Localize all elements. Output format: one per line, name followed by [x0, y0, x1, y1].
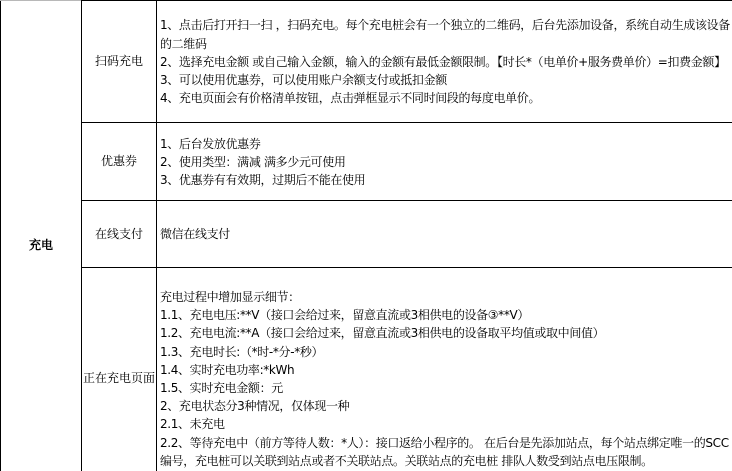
category-cell[interactable] — [1, 1, 82, 471]
description-line: 2、选择充电金额 或自己输入金额，输入的金额有最低金额限制。【时长*（电单价+服务费单价）=扣费金额】 — [160, 54, 726, 69]
description-text — [157, 225, 732, 243]
feature-label: 正在充电页面 — [82, 371, 155, 386]
feature-label: 在线支付 — [94, 226, 143, 241]
description-cell[interactable] — [157, 268, 732, 471]
description-line: 3、优惠券有有效期，过期后不能在使用 — [160, 173, 366, 188]
description-line: 1.5、实时充电金额：元 — [160, 381, 283, 395]
description-line: 1、点击后打开扫一扫 ，扫码充电。每个充电桩会有一个独立的二维码，后台先添加设备，系统自动生成该设备的二维码 — [160, 18, 730, 51]
feature-cell[interactable] — [82, 1, 157, 123]
description-line: 1.1、充电电压:**V（接口会给过来，留意直流或3相供电的设备③**V） — [160, 308, 529, 323]
description-cell[interactable] — [157, 123, 732, 201]
description-text — [157, 288, 732, 470]
description-line: 充电过程中增加显示细节： — [160, 289, 300, 304]
table-row — [1, 1, 732, 123]
table-row — [1, 123, 732, 201]
description-line: 2.1、未充电 — [160, 417, 225, 432]
feature-cell[interactable] — [82, 123, 157, 201]
description-text — [157, 16, 732, 107]
description-line: 1.3、充电时长:（*时-*分-*秒） — [160, 344, 324, 359]
table-row — [1, 268, 732, 471]
feature-cell[interactable] — [82, 201, 157, 268]
feature-cell[interactable] — [82, 268, 157, 471]
description-line: 1.4、实时充电功率:*kWh — [160, 362, 295, 377]
description-text — [157, 135, 732, 190]
category-label: 充电 — [28, 237, 53, 252]
description-line: 2、使用类型：满减 满多少元可使用 — [160, 154, 346, 169]
description-line: 4、充电页面会有价格清单按钮，点击弹框显示不同时间段的每度电单价。 — [160, 91, 541, 106]
description-line: 2、充电状态分3种情况，仅体现一种 — [160, 399, 350, 414]
description-line: 微信在线支付 — [160, 226, 230, 241]
feature-label: 扫码充电 — [94, 54, 143, 69]
table-row — [1, 201, 732, 268]
description-line: 3、可以使用优惠券，可以使用账户余额支付或抵扣金额 — [160, 73, 447, 88]
feature-label: 优惠券 — [100, 154, 137, 169]
description-line: 2.2、等待充电中（前方等待人数：*人）：接口返给小程序的。 在后台是先添加站点，每个站点绑定唯一的SCC编号，充电桩可以关联到站点或者不关联站点。关联站点的充电桩 排队人数受到站点电压限制。 — [160, 435, 729, 468]
description-cell[interactable] — [157, 201, 732, 268]
description-line: 1.2、充电电流:**A（接口会给过来，留意直流或3相供电的设备取平均值或取中间值） — [160, 326, 605, 341]
description-line: 1、后台发放优惠券 — [160, 136, 261, 151]
description-cell[interactable] — [157, 1, 732, 123]
